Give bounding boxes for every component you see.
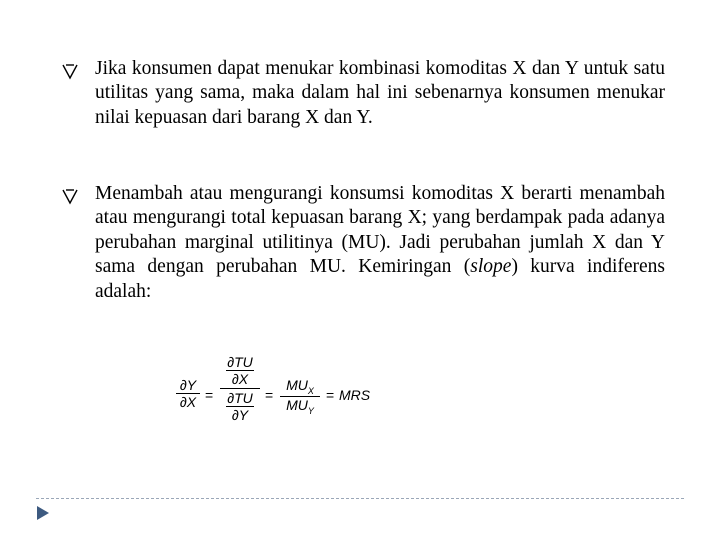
formula-mu-y-label: MU — [286, 396, 308, 413]
bullet-text-2-italic: slope — [470, 256, 512, 278]
formula-mu-numerator — [286, 377, 314, 396]
formula-lhs-fraction — [176, 377, 200, 410]
bullet-text-2-after: ) kurva indiferens adalah: — [95, 256, 665, 302]
formula-equals-2: = — [265, 387, 274, 403]
formula-lhs-numerator: ∂Y — [179, 377, 197, 393]
triangle-arrow-icon[interactable] — [36, 505, 50, 521]
formula-mu-y-sub: Y — [307, 405, 314, 416]
formula-dtu-2: ∂TU — [227, 390, 253, 406]
formula-mu-x-sub: X — [307, 385, 314, 396]
formula-mu-denominator — [286, 397, 314, 416]
formula-compound-fraction — [220, 354, 260, 423]
formula-equals-3: = — [326, 387, 335, 403]
formula-mu-x-label: MU — [286, 377, 308, 393]
formula-compound-numerator — [226, 354, 254, 387]
formula-lhs-denominator: ∂X — [179, 394, 197, 410]
formula-dx: ∂X — [231, 371, 249, 387]
formula-dy: ∂Y — [231, 407, 249, 423]
footer-divider — [36, 498, 684, 499]
bullet-text-1: Jika konsumen dapat menukar kombinasi komoditas X dan Y untuk satu utilitas yang sama, maka dalam hal ini sebenarnya konsumen menukar nilai kepuasan dari barang X dan Y. — [95, 58, 665, 128]
formula-dtu-1: ∂TU — [227, 354, 253, 370]
bullet-item-1 — [60, 57, 665, 130]
bullet-text-2-before: Menambah atau mengurangi konsumsi komoditas X berarti menambah atau mengurangi total kepuasan barang X; yang berdampak pada adanya perubahan marginal utilitinya (MU). Jadi perubahan jumlah X dan Y sama dengan perubahan MU. Kemiringan ( — [95, 183, 665, 278]
bullet-item-2 — [60, 182, 665, 304]
formula-mrs: MRS — [339, 387, 371, 403]
check-arrow-bullet-icon — [60, 186, 80, 206]
bullet-text-2 — [95, 182, 665, 304]
check-arrow-bullet-icon — [60, 61, 80, 81]
formula-equals-1: = — [205, 387, 214, 403]
formula-compound-denominator — [226, 390, 254, 423]
formula-mu-fraction — [280, 377, 320, 416]
